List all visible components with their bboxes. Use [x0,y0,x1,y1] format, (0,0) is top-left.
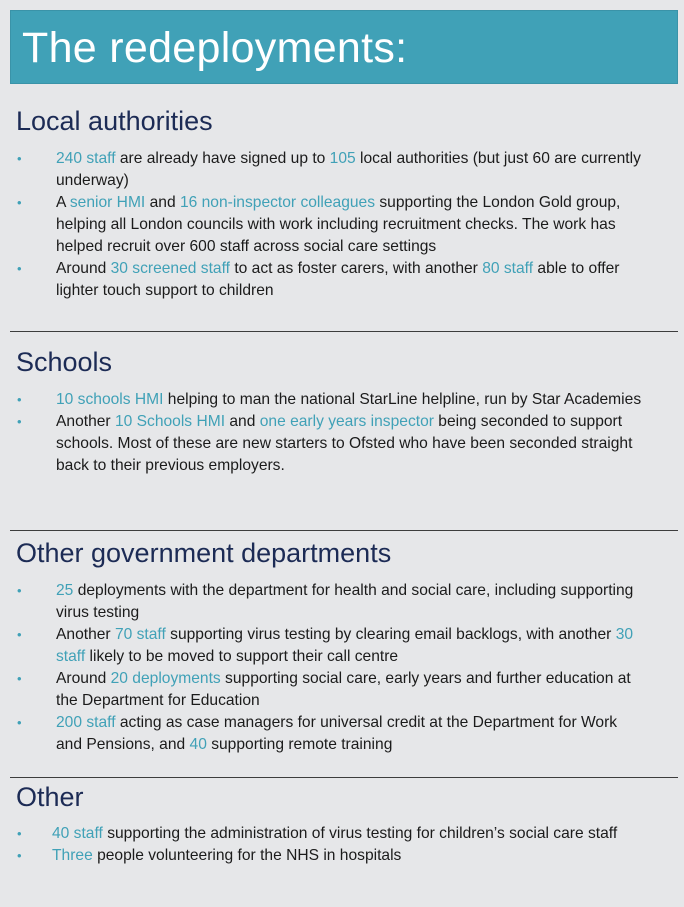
bullet-dot-icon: • [17,414,22,429]
item-text: supporting virus testing by clearing email backlogs, with another [165,626,616,643]
bullet-dot-icon: • [17,848,22,863]
item-text: helping to man the national StarLine helpline, run by Star Academies [163,391,642,408]
page-title-banner [10,10,678,84]
section-heading: Local authorities [16,106,213,136]
section-heading: Other government departments [16,538,392,568]
item-text: Another [56,413,115,430]
list-item [0,845,684,867]
section-divider [10,331,678,332]
list-item [0,580,684,624]
highlighted-figure: 30 staff [56,626,634,665]
item-text: people volunteering for the NHS in hospitals [92,847,402,864]
list-item [0,411,684,477]
highlighted-figure: senior HMI [69,194,146,211]
highlighted-figure: 25 [56,582,74,599]
bullet-dot-icon: • [17,261,22,276]
section-divider [10,777,678,778]
bullet-dot-icon: • [17,715,22,730]
bullet-dot-icon: • [17,195,22,210]
bullet-dot-icon: • [17,627,22,642]
section-heading: Other [16,782,84,812]
bullet-dot-icon: • [17,826,22,841]
highlighted-figure: 200 staff [56,714,116,731]
page-title: The redeployments: [22,24,408,72]
item-text: supporting the administration of virus testing for children’s social care staff [102,825,618,842]
bullet-dot-icon: • [17,151,22,166]
section-heading: Schools [16,347,113,377]
list-item [0,389,684,411]
item-text: to act as foster carers, with another [229,260,483,277]
bullet-list [0,823,684,867]
item-text: supporting remote training [206,736,393,753]
list-item [0,192,684,258]
item-text: Another [56,626,115,643]
list-item [0,823,684,845]
item-text: deployments with the department for health and social care, including supporting virus testing [56,582,634,621]
item-text: being seconded to support schools. Most of these are new starters to Ofsted who have been seconded straight back to their previous employers. [56,413,633,474]
list-item [0,712,684,756]
item-text: are already have signed up to [115,150,330,167]
item-text: Around [56,670,111,687]
list-item [0,258,684,302]
highlighted-figure: 70 staff [114,626,166,643]
highlighted-figure: 30 screened staff [110,260,230,277]
item-text: able to offer lighter touch support to children [56,260,620,299]
list-item [0,668,684,712]
highlighted-figure: 16 non-inspector colleagues [179,194,376,211]
highlighted-figure: 10 Schools HMI [114,413,226,430]
item-text: acting as case managers for universal credit at the Department for Work and Pensions, and [56,714,618,753]
bullet-dot-icon: • [17,392,22,407]
highlighted-figure: one early years inspector [259,413,434,430]
highlighted-figure: 240 staff [56,150,116,167]
list-item [0,148,684,192]
bullet-list [0,148,684,302]
item-text: supporting the London Gold group, helping all London councils with work including recruitment checks. The work has helped recruit over 600 staff across social care settings [56,194,621,255]
bullet-dot-icon: • [17,583,22,598]
list-item [0,624,684,668]
item-text: Around [56,260,111,277]
item-text: likely to be moved to support their call centre [85,648,399,665]
bullet-list [0,580,684,756]
item-text: A [56,194,70,211]
highlighted-figure: 80 staff [482,260,534,277]
bullet-list [0,389,684,477]
item-text: and [225,413,260,430]
bullet-dot-icon: • [17,671,22,686]
highlighted-figure: 40 staff [52,825,103,842]
section-divider [10,530,678,531]
highlighted-figure: Three [52,847,93,864]
highlighted-figure: 40 [189,736,207,753]
item-text: and [145,194,180,211]
item-text: local authorities (but just 60 are currently underway) [56,150,641,189]
highlighted-figure: 105 [329,150,356,167]
highlighted-figure: 10 schools HMI [56,391,164,408]
highlighted-figure: 20 deployments [110,670,221,687]
item-text: supporting social care, early years and further education at the Department for Education [56,670,631,709]
